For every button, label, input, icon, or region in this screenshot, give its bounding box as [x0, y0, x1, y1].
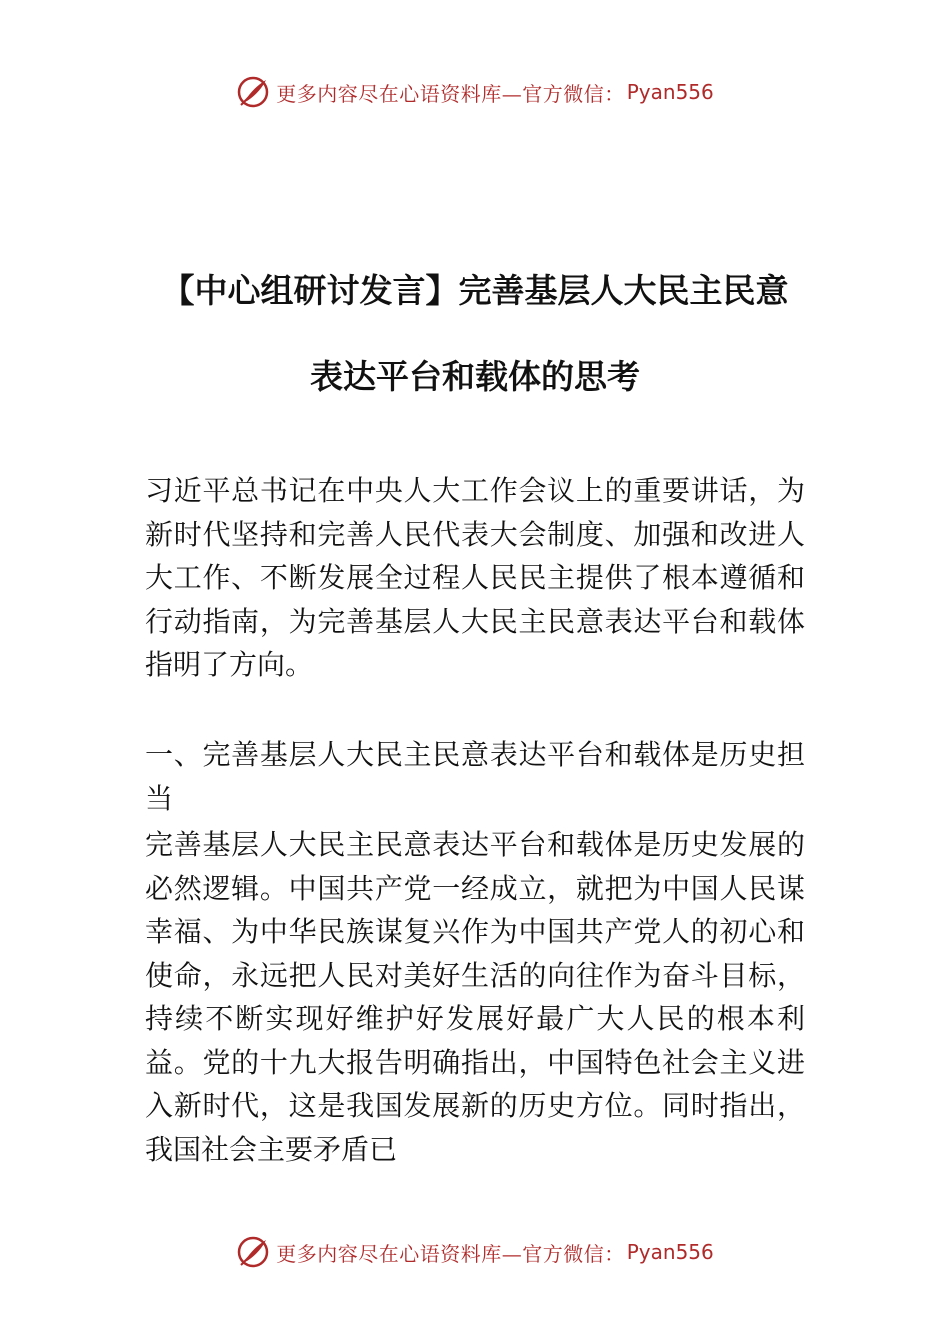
watermark-wechat-id: Pyan556 [626, 80, 714, 104]
intro-paragraph: 习近平总书记在中央人大工作会议上的重要讲话，为新时代坚持和完善人民代表大会制度、加强和改进人大工作、不断发展全过程人民民主提供了根本遵循和行动指南，为完善基层人大民主民意表达平台和载体指明了方向。 [145, 474, 805, 681]
title-line-2: 表达平台和载体的思考 [310, 357, 640, 396]
body-paragraph-2: 完善基层人大民主民意表达平台和载体是历史发展的必然逻辑。中国共产党一经成立，就把为中国人民谋幸福、为中华民族谋复兴作为中国共产党人的初心和使命，永远把人民对美好生活的向往作为奋斗目标，持续不断实现好维护好发展好最广大人民的根本利益。党的十九大报告明确指出，中国特色社会主义进入新时代，这是我国发展新的历史方位。同时指出，我国社会主要矛盾已 [145, 828, 805, 1166]
feather-pen-logo-icon [236, 1235, 270, 1269]
title-line-1: 【中心组研讨发言】完善基层人大民主民意 [161, 271, 789, 310]
watermark-text: 更多内容尽在心语资料库—官方微信： [276, 1241, 625, 1266]
document-title [0, 248, 950, 420]
header-watermark [0, 70, 950, 114]
watermark-wechat-id: Pyan556 [626, 1240, 714, 1264]
footer-watermark [0, 1230, 950, 1274]
section-heading-1: 一、完善基层人大民主民意表达平台和载体是历史担当 [145, 738, 805, 815]
watermark-text: 更多内容尽在心语资料库—官方微信： [276, 81, 625, 106]
feather-pen-logo-icon [236, 75, 270, 109]
